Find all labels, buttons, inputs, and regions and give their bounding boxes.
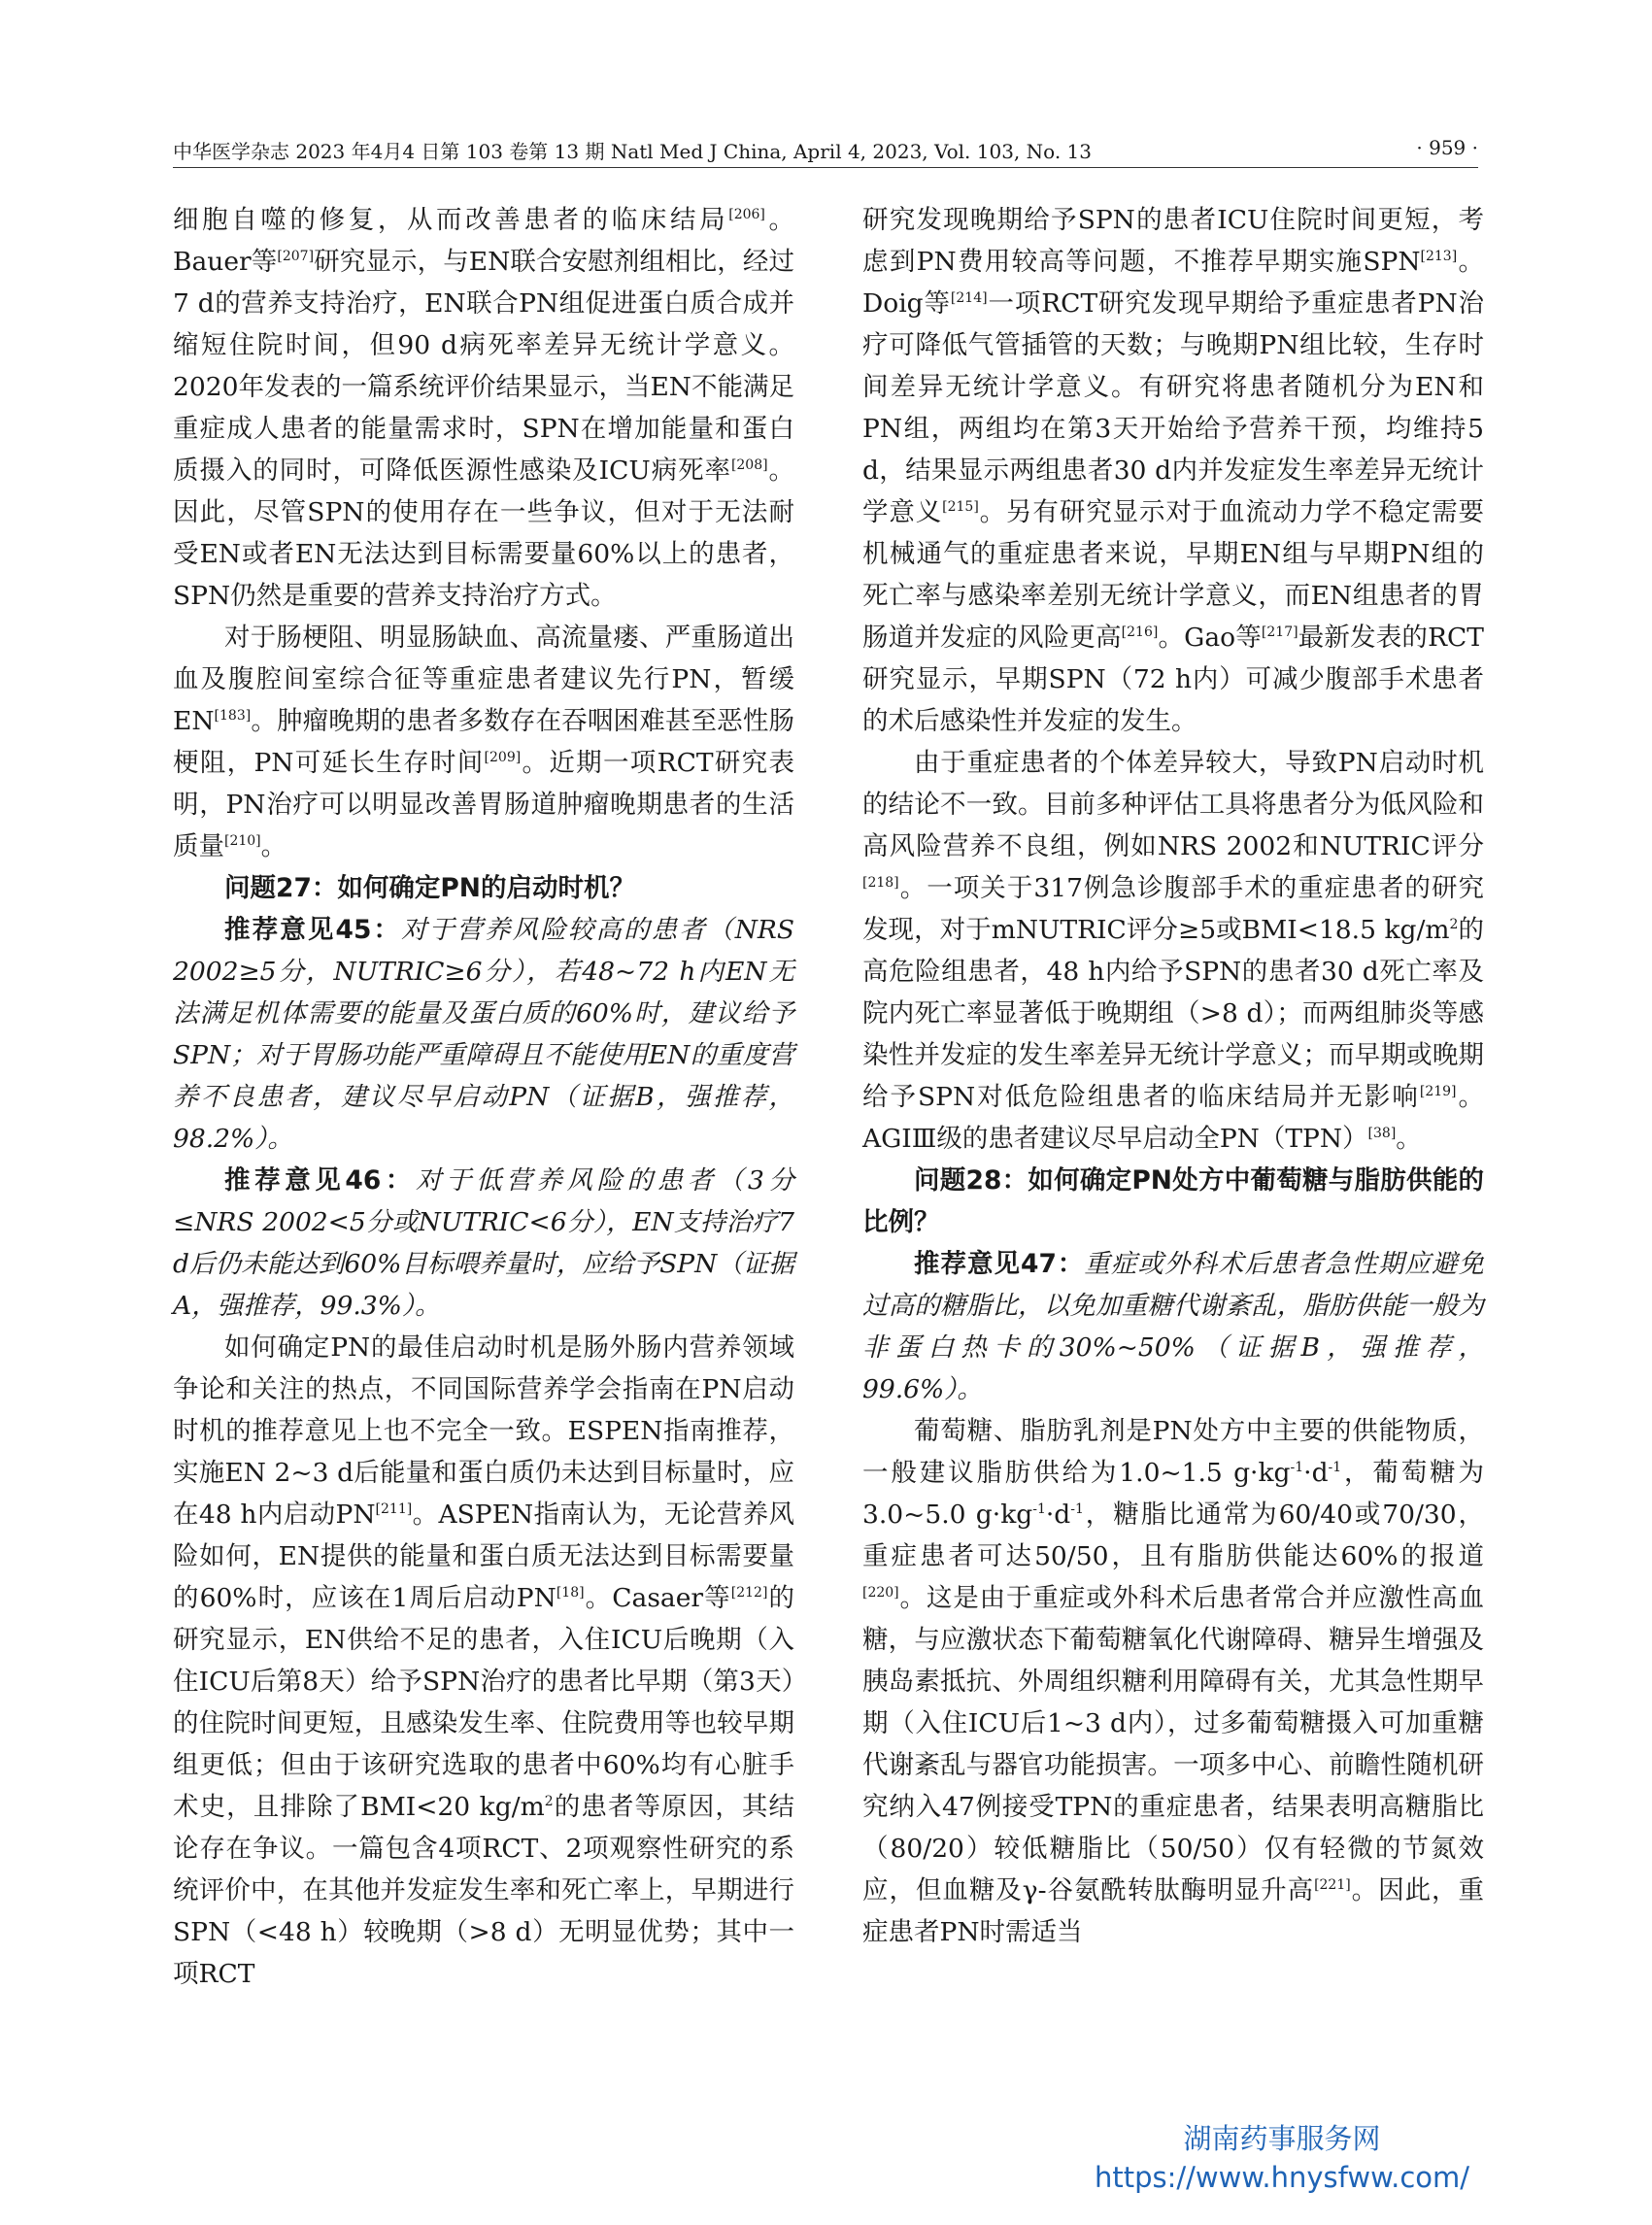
reference: [211] [375, 1501, 413, 1518]
recommendation-text: 对于低营养风险的患者（3分≤NRS 2002<5分或NUTRIC<6分），EN支持治疗7 d后仍未能达到60%目标喂养量时，应给予SPN（证据A，强推荐，99.3%）。 [173, 1165, 794, 1321]
text-run: 。这是由于重症或外科术后患者常合并应激性高血糖，与应激状态下葡萄糖氧化代谢障碍、糖异生增强及胰岛素抵抗、外周组织糖利用障碍有关，尤其急性期早期（入住ICU后1~3 d内），过多葡萄糖摄入可加重糖代谢紊乱与器官功能损害。一项多中心、前瞻性随机研究纳入47例接受TPN的重症患者，结果表明高糖脂比（80/20）较低糖脂比（50/50）仅有轻微的节氮效应，但血糖及γ-谷氨酰转肽酶明显升高 [862, 1583, 1484, 1905]
reference: [215] [942, 499, 979, 516]
text-run: 最新发表的RCT研究显示，早期SPN（72 h内）可减少腹部手术患者的术后感染性并发症的发生。 [862, 623, 1484, 736]
journal-citation: 中华医学杂志 2023 年4月4 日第 103 卷第 13 期 Natl Med J China, April 4, 2023, Vol. 103, No. 13 [173, 140, 1093, 163]
text-run: 。另有研究显示对于血流动力学不稳定需要机械通气的重症患者来说，早期EN组与早期PN组的死亡率与感染率差别无统计学意义，而EN组患者的胃肠道并发症的风险更高 [862, 497, 1485, 653]
superscript: -1 [1328, 1460, 1342, 1476]
reference: [207] [277, 249, 315, 265]
text-run: 的研究显示，EN供给不足的患者，入住ICU后晚期（入住ICU后第8天）给予SPN治疗的患者比早期（第3天）的住院时间更短，且感染发生率、住院费用等也较早期组更低；但由于该研究选取的患者中60%均有心脏手术史，且排除了BMI<20 kg/m [173, 1583, 795, 1822]
reference: [212] [730, 1585, 768, 1601]
text-run: ，葡萄糖为3.0~5.0 g·kg [862, 1458, 1485, 1530]
reference: [217] [1261, 624, 1298, 641]
text-run: 。ASPEN指南认为，无论营养风险如何，EN提供的能量和蛋白质无法达到目标需要量的60%时，应该在1周后启动PN [173, 1500, 794, 1613]
text-run: 一项RCT研究发现早期给予重症患者PN治疗可降低气管插管的天数；与晚期PN组比较，生存时间差异无统计学意义。有研究将患者随机分为EN和PN组，两组均在第3天开始给予营养干预，均维持5 d，结果显示两组患者30 d内并发症发生率差异无统计学意义 [862, 288, 1485, 527]
reference: [218] [862, 875, 899, 892]
page-number: · 959 · [1416, 136, 1478, 159]
text-run: 如何确定PN的最佳启动时机是肠外肠内营养领域争论和关注的热点，不同国际营养学会指南在PN启动时机的推荐意见上也不完全一致。ESPEN指南推荐，实施EN 2~3 d后能量和蛋白质仍未达到目标量时，应在48 h内启动PN [173, 1332, 794, 1530]
question-27-heading: 问题27：如何确定PN的启动时机？ [224, 873, 635, 903]
superscript: -1 [1032, 1501, 1046, 1518]
text-run: 。Gao等 [1158, 623, 1262, 653]
right-column [862, 199, 1484, 2112]
superscript: -1 [1290, 1460, 1304, 1476]
reference: [209] [484, 750, 522, 766]
text-run: 的患者等原因，其结论存在争议。一篇包含4项RCT、2项观察性研究的系统评价中，在其他并发症发生率和死亡率上，早期进行SPN（<48 h）较晚期（>8 d）无明显优势；其中一项RCT [173, 1792, 794, 1989]
reference: [216] [1121, 624, 1159, 641]
text-run: 。近期一项RCT研究表明，PN治疗可以明显改善胃肠道肿瘤晚期患者的生活质量 [173, 748, 794, 861]
reference: [214] [950, 290, 988, 307]
text-run: 研究发现晚期给予SPN的患者ICU住院时间更短，考虑到PN费用较高等问题，不推荐早期实施SPN [862, 205, 1484, 277]
paragraph [862, 1410, 1484, 1953]
watermark-site-name: 湖南药事服务网 [1183, 2122, 1381, 2155]
watermark-url[interactable]: https://www.hnysfww.com/ [1094, 2161, 1470, 2194]
text-run: 。 [260, 831, 287, 861]
text-run: 。因此，重症患者PN时需适当 [862, 1875, 1485, 1947]
reference: [219] [1419, 1084, 1457, 1100]
text-run: 细胞自噬的修复，从而改善患者的临床结局 [173, 205, 729, 235]
text-run: 。Doig等 [862, 247, 1484, 319]
reference: [18] [556, 1585, 585, 1601]
paragraph [862, 199, 1484, 742]
reference: [208] [730, 457, 768, 474]
text-run: 。 [1396, 1124, 1422, 1154]
reference: [206] [728, 207, 765, 223]
text-run: 。Casaer等 [584, 1583, 731, 1613]
text-run: 。因此，尽管SPN的使用存在一些争议，但对于无法耐受EN或者EN无法达到目标需要量60%以上的患者，SPN仍然是重要的营养支持治疗方式。 [173, 455, 795, 611]
recommendation-45 [173, 909, 794, 1160]
recommendation-label: 推荐意见47： [914, 1249, 1085, 1279]
superscript: 2 [544, 1794, 554, 1810]
text-run: 。肿瘤晚期的患者多数存在吞咽困难甚至恶性肠梗阻，PN可延长生存时间 [173, 706, 794, 778]
question-28-heading: 问题28：如何确定PN处方中葡萄糖与脂肪供能的比例？ [862, 1165, 1484, 1237]
text-run: 。一项关于317例急诊腹部手术的重症患者的研究发现，对于mNUTRIC评分≥5或BMI<18.5 kg/m [862, 873, 1484, 945]
text-run: 。AGIⅢ级的患者建议尽早启动全PN（TPN） [862, 1082, 1485, 1154]
recommendation-47 [862, 1243, 1484, 1410]
reference: [183] [214, 708, 252, 725]
paragraph [173, 617, 794, 867]
paragraph [173, 1327, 794, 1995]
paragraph [173, 199, 794, 617]
paragraph [862, 742, 1484, 1160]
superscript: -1 [1070, 1501, 1084, 1518]
running-header [173, 134, 1478, 168]
text-run: ·d [1303, 1458, 1329, 1488]
recommendation-label: 推荐意见45： [224, 915, 402, 945]
recommendation-46 [173, 1160, 794, 1327]
reference: [220] [862, 1585, 899, 1601]
text-run: 研究显示，与EN联合安慰剂组相比，经过7 d的营养支持治疗，EN联合PN组促进蛋白质合成并缩短住院时间，但90 d病死率差异无统计学意义。2020年发表的一篇系统评价结果显示，当EN不能满足重症成人患者的能量需求时，SPN在增加能量和蛋白质摄入的同时，可降低医源性感染及ICU病死率 [173, 247, 794, 486]
text-run: ，糖脂比通常为60/40或70/30，重症患者可达50/50，且有脂肪供能达60%的报道 [862, 1500, 1484, 1571]
recommendation-text: 对于营养风险较高的患者（NRS 2002≥5分，NUTRIC≥6分），若48~72 h内EN无法满足机体需要的能量及蛋白质的60%时，建议给予SPN；对于胃肠功能严重障碍且不能使用EN的重度营养不良患者，建议尽早启动PN（证据B，强推荐，98.2%）。 [173, 915, 794, 1154]
text-run: ·d [1045, 1500, 1071, 1530]
text-run: 。Bauer等 [173, 205, 795, 277]
reference: [221] [1314, 1877, 1351, 1894]
reference: [210] [224, 833, 261, 850]
reference: [213] [1420, 249, 1458, 265]
recommendation-text: 重症或外科术后患者急性期应避免过高的糖脂比，以免加重糖代谢紊乱，脂肪供能一般为非蛋白热卡的30%~50%（证据B，强推荐，99.6%）。 [862, 1249, 1484, 1404]
text-run: 葡萄糖、脂肪乳剂是PN处方中主要的供能物质，一般建议脂肪供给为1.0~1.5 g·kg [862, 1416, 1484, 1488]
superscript: 2 [1449, 917, 1459, 933]
watermark [1078, 2119, 1486, 2197]
text-run: 的高危险组患者，48 h内给予SPN的患者30 d死亡率及院内死亡率显著低于晚期组（>8 d）；而两组肺炎等感染性并发症的发生率差异无统计学意义；而早期或晚期给予SPN对低危险组患者的临床结局并无影响 [862, 915, 1485, 1112]
left-column [173, 199, 794, 2112]
reference: [38] [1367, 1126, 1397, 1142]
text-run: 由于重症患者的个体差异较大，导致PN启动时机的结论不一致。目前多种评估工具将患者分为低风险和高风险营养不良组，例如NRS 2002和NUTRIC评分 [862, 748, 1484, 861]
text-run: 对于肠梗阻、明显肠缺血、高流量瘘、严重肠道出血及腹腔间室综合征等重症患者建议先行PN，暂缓EN [173, 623, 794, 736]
recommendation-label: 推荐意见46： [224, 1165, 416, 1196]
